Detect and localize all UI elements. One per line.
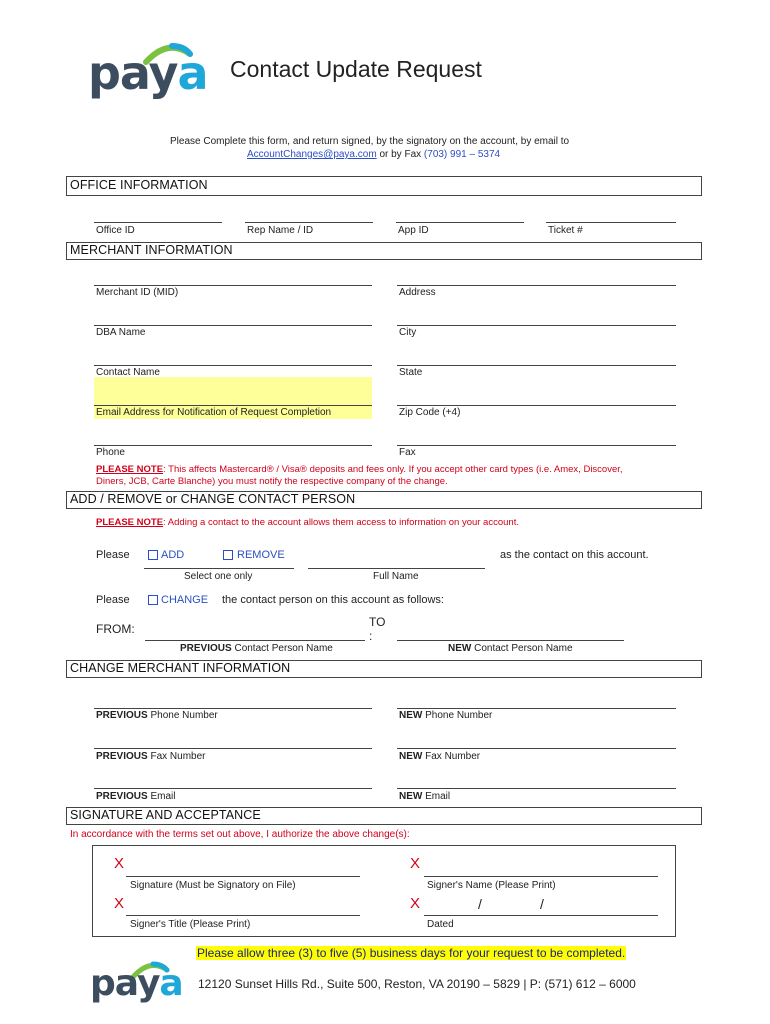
- change-merchant-title: CHANGE MERCHANT INFORMATION: [70, 661, 291, 675]
- new-phone-field[interactable]: [397, 708, 676, 709]
- please-label-1: Please: [96, 549, 130, 561]
- date-slash-1: /: [478, 896, 482, 912]
- state-field[interactable]: [397, 365, 676, 366]
- footer-paya-logo: [90, 960, 183, 1005]
- dated-field[interactable]: [424, 915, 658, 916]
- new-email-bold: NEW: [399, 791, 423, 802]
- new-contact-bold: NEW: [448, 643, 472, 654]
- new-fax-text: Fax Number: [422, 751, 481, 762]
- previous-contact-field[interactable]: [145, 640, 365, 641]
- previous-phone-bold: PREVIOUS: [96, 710, 148, 721]
- previous-phone-text: Phone Number: [147, 710, 218, 721]
- merchant-information-header: [66, 242, 702, 260]
- instructions-line2: [247, 149, 500, 160]
- phone-field[interactable]: [94, 445, 372, 446]
- dba-name-label: DBA Name: [96, 327, 146, 338]
- contact-note-text: : Adding a contact to the account allows them access to information on your account.: [163, 517, 519, 528]
- date-slash-2: /: [540, 896, 544, 912]
- previous-email-label: [96, 791, 175, 802]
- previous-fax-bold: PREVIOUS: [96, 751, 148, 762]
- signature-title: SIGNATURE AND ACCEPTANCE: [70, 808, 261, 822]
- change-checkbox[interactable]: [148, 595, 158, 605]
- from-label: FROM:: [96, 622, 135, 636]
- new-phone-bold: NEW: [399, 710, 423, 721]
- to-label-colon: :: [369, 629, 373, 643]
- new-fax-bold: NEW: [399, 751, 423, 762]
- select-one-label: Select one only: [184, 571, 253, 582]
- dated-label: Dated: [427, 919, 454, 930]
- previous-phone-label: [96, 710, 218, 721]
- merchant-id-field[interactable]: [94, 285, 372, 286]
- new-fax-label: [399, 751, 480, 762]
- authorize-text: In accordance with the terms set out above, I authorize the above change(s):: [70, 829, 410, 840]
- remove-label: REMOVE: [237, 549, 285, 561]
- app-id-label: App ID: [398, 225, 429, 236]
- office-information-header: [66, 176, 702, 196]
- zip-code-label: Zip Code (+4): [399, 407, 461, 418]
- previous-email-bold: PREVIOUS: [96, 791, 148, 802]
- signature-label: Signature (Must be Signatory on File): [130, 880, 296, 891]
- new-phone-label: [399, 710, 492, 721]
- office-id-label: Office ID: [96, 225, 135, 236]
- previous-email-text: Email: [147, 791, 176, 802]
- phone-label: Phone: [96, 447, 125, 458]
- merchant-note-line2: Diners, JCB, Carte Blanche) you must notify the respective company of the change.: [96, 476, 448, 487]
- account-changes-email-link[interactable]: AccountChanges@paya.com: [247, 149, 377, 160]
- fax-field[interactable]: [397, 445, 676, 446]
- previous-contact-text: Contact Person Name: [231, 643, 333, 654]
- new-contact-text: Contact Person Name: [471, 643, 573, 654]
- footer-logo-text-main: pay: [90, 963, 160, 1004]
- office-information-title: OFFICE INFORMATION: [70, 178, 208, 192]
- paya-logo: [88, 40, 208, 100]
- previous-fax-label: [96, 751, 205, 762]
- office-id-field[interactable]: [94, 222, 222, 223]
- merchant-note-line1: : This affects Mastercard® / Visa® deposits and fees only. If you accept other card types (i.e. Amex, Discover,: [163, 464, 623, 475]
- full-name-field[interactable]: [308, 568, 485, 569]
- rep-name-label: Rep Name / ID: [247, 225, 314, 236]
- previous-phone-field[interactable]: [94, 708, 372, 709]
- contact-name-field[interactable]: [94, 365, 372, 366]
- email-address-label: Email Address for Notification of Request Completion: [96, 407, 332, 418]
- rep-name-field[interactable]: [245, 222, 373, 223]
- address-label: Address: [399, 287, 436, 298]
- dated-x-mark: X: [410, 895, 421, 912]
- previous-email-field[interactable]: [94, 788, 372, 789]
- city-label: City: [399, 327, 417, 338]
- signature-field[interactable]: [126, 876, 360, 877]
- address-field[interactable]: [397, 285, 676, 286]
- select-one-line: [144, 568, 294, 569]
- logo-text-accent: a: [177, 46, 208, 100]
- footer-address: 12120 Sunset Hills Rd., Suite 500, Reston, VA 20190 – 5829 | P: (571) 612 – 6000: [198, 977, 636, 991]
- remove-checkbox[interactable]: [223, 550, 233, 560]
- merchant-information-title: MERCHANT INFORMATION: [70, 243, 233, 257]
- ticket-label: Ticket #: [548, 225, 583, 236]
- signature-x-mark: X: [114, 855, 125, 872]
- merchant-note-label: PLEASE NOTE: [96, 464, 164, 475]
- dba-name-field[interactable]: [94, 325, 372, 326]
- contact-person-header: [66, 491, 702, 509]
- new-email-text: Email: [422, 791, 451, 802]
- as-contact-text: as the contact on this account.: [500, 549, 649, 561]
- add-label: ADD: [161, 549, 185, 561]
- merchant-note: [96, 464, 623, 488]
- city-field[interactable]: [397, 325, 676, 326]
- fax-label: Fax: [399, 447, 416, 458]
- change-text: the contact person on this account as follows:: [222, 594, 444, 606]
- ticket-field[interactable]: [546, 222, 676, 223]
- processing-time-notice: Please allow three (3) to five (5) business days for your request to be completed.: [197, 946, 626, 960]
- previous-contact-bold: PREVIOUS: [180, 643, 232, 654]
- signature-header: [66, 807, 702, 825]
- contact-name-label: Contact Name: [96, 367, 160, 378]
- zip-code-field[interactable]: [397, 405, 676, 406]
- new-email-label: [399, 791, 450, 802]
- state-label: State: [399, 367, 423, 378]
- app-id-field[interactable]: [396, 222, 524, 223]
- signer-title-x-mark: X: [114, 895, 125, 912]
- signer-title-field[interactable]: [126, 915, 360, 916]
- footer-logo-text-accent: a: [159, 963, 183, 1004]
- change-merchant-header: [66, 660, 702, 678]
- instructions-line1: Please Complete this form, and return signed, by the signatory on the account, by email to: [170, 136, 570, 147]
- to-label-text: TO: [369, 615, 386, 629]
- contact-note: [96, 517, 519, 528]
- contact-note-label: PLEASE NOTE: [96, 517, 164, 528]
- new-email-field[interactable]: [397, 788, 676, 789]
- full-name-label: Full Name: [373, 571, 419, 582]
- signer-name-x-mark: X: [410, 855, 421, 872]
- add-checkbox[interactable]: [148, 550, 158, 560]
- contact-person-title: ADD / REMOVE or CHANGE CONTACT PERSON: [70, 492, 356, 506]
- signer-name-field[interactable]: [424, 876, 658, 877]
- new-fax-field[interactable]: [397, 748, 676, 749]
- previous-fax-field[interactable]: [94, 748, 372, 749]
- logo-text-main: pay: [88, 46, 178, 100]
- new-contact-field[interactable]: [397, 640, 624, 641]
- new-contact-label: [448, 643, 573, 654]
- signer-name-label: Signer's Name (Please Print): [427, 880, 556, 891]
- page-title: Contact Update Request: [230, 56, 482, 82]
- previous-contact-label: [180, 643, 333, 654]
- change-label: CHANGE: [161, 594, 209, 606]
- merchant-id-label: Merchant ID (MID): [96, 287, 179, 298]
- or-fax-text: or by Fax: [376, 149, 424, 160]
- email-address-field[interactable]: [94, 405, 372, 406]
- new-phone-text: Phone Number: [422, 710, 493, 721]
- signer-title-label: Signer's Title (Please Print): [130, 919, 251, 930]
- fax-number: (703) 991 – 5374: [423, 149, 501, 160]
- please-label-2: Please: [96, 594, 130, 606]
- to-label: [369, 615, 385, 643]
- previous-fax-text: Fax Number: [147, 751, 206, 762]
